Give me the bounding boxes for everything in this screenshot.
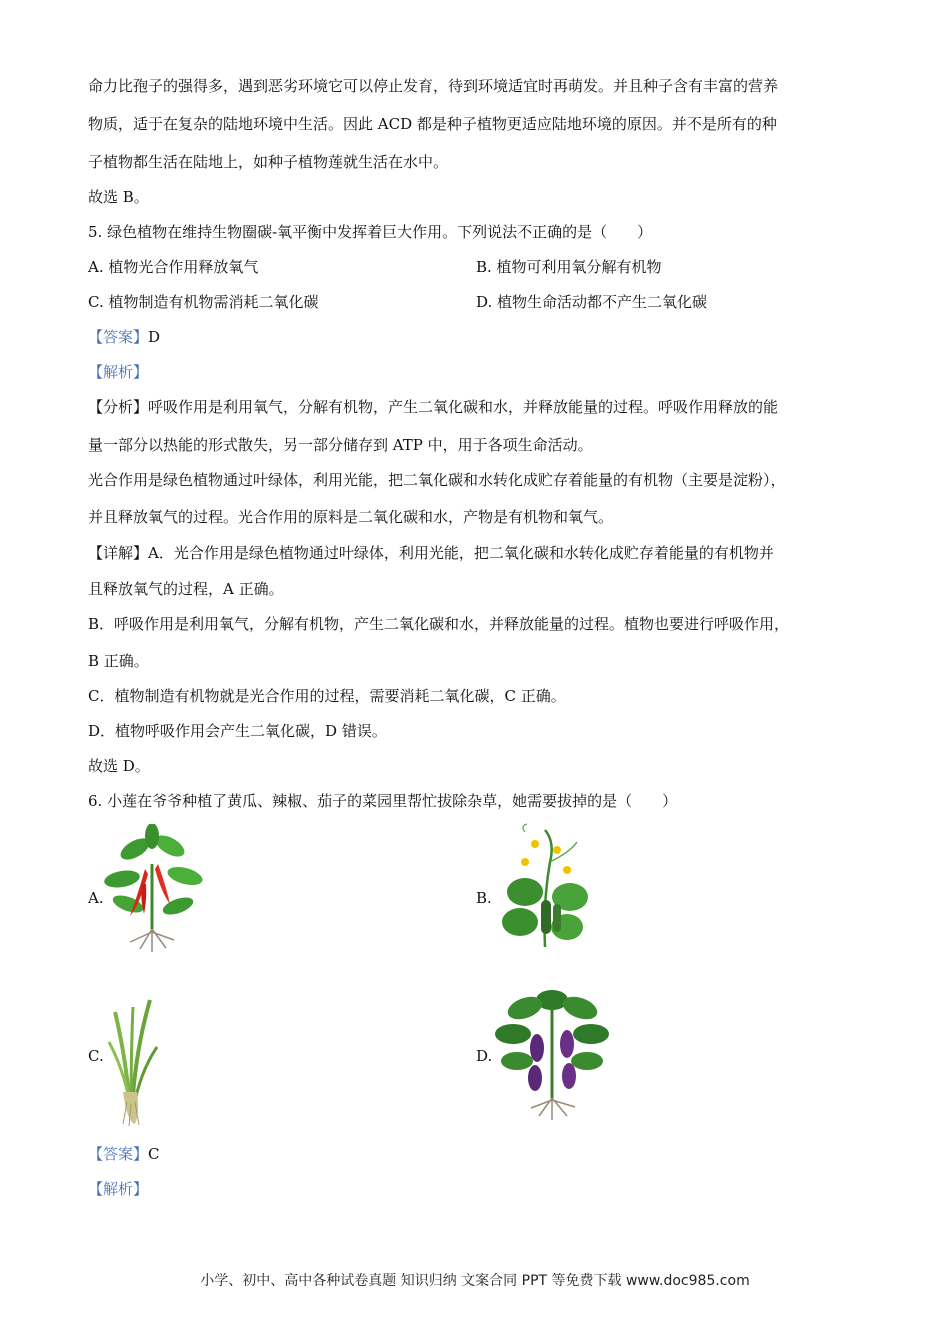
page-footer: 小学、初中、高中各种试卷真题 知识归纳 文案合同 PPT 等免费下载 www.doc985.com [200,1273,750,1289]
q5-fenxi-line-1 [88,397,778,417]
intro-line-1: 命力比孢子的强得多，遇到恶劣环境它可以停止发育，待到环境适宜时再萌发。并且种子含有丰富的营养 [88,77,779,95]
q5-xiangjie-line-5: C．植物制造有机物就是光合作用的过程，需要消耗二氧化碳，C 正确。 [88,687,566,705]
q5-answer-row [88,327,160,347]
q5-xiangjie-line-6: D．植物呼吸作用会产生二氧化碳，D 错误。 [88,722,387,740]
intro-conclusion: 故选 B。 [88,188,149,206]
q6-label-b: B. [476,889,492,907]
answer-tag: 【答案】 [88,328,149,346]
cucumber-plant-icon [495,822,600,954]
pepper-plant-icon [100,824,205,954]
q6-analysis-row [88,1179,148,1199]
analysis-tag: 【解析】 [88,363,149,381]
xiangjie-text: A．光合作用是绿色植物通过叶绿体，利用光能，把二氧化碳和水转化成贮存着能量的有机物并 [148,544,774,562]
q6-label-d: D. [476,1047,493,1065]
intro-line-3: 子植物都生活在陆地上，如种子植物莲就生活在水中。 [88,153,449,171]
fenxi-tag: 【分析】 [88,398,149,416]
intro-line-2: 物质，适于在复杂的陆地环境中生活。因此 ACD 都是种子植物更适应陆地环境的原因。并不是所有的种 [88,115,777,133]
grass-weed-icon [105,992,165,1127]
q5-fenxi-line-4: 并且释放氧气的过程。光合作用的原料是二氧化碳和水，产物是有机物和氧气。 [88,508,614,526]
q5-option-d: D. 植物生命活动都不产生二氧化碳 [476,293,708,311]
q6-answer-row [88,1144,160,1164]
q5-conclusion: 故选 D。 [88,757,150,775]
q5-answer: D [148,328,161,346]
q5-stem: 5. 绿色植物在维持生物圈碳-氧平衡中发挥着巨大作用。下列说法不正确的是（ ） [88,223,653,241]
q5-xiangjie-line-2: 且释放氧气的过程，A 正确。 [88,580,284,598]
fenxi-text: 呼吸作用是利用氧气，分解有机物，产生二氧化碳和水，并释放能量的过程。呼吸作用释放的能 [148,398,779,416]
q5-option-b: B. 植物可利用氧分解有机物 [476,258,662,276]
q6-answer: C [148,1145,160,1163]
q6-label-a: A. [88,889,104,907]
analysis-tag: 【解析】 [88,1180,149,1198]
q5-fenxi-line-3: 光合作用是绿色植物通过叶绿体，利用光能，把二氧化碳和水转化成贮存着能量的有机物（主要是淀粉）， [88,471,786,489]
q5-option-c: C. 植物制造有机物需消耗二氧化碳 [88,293,319,311]
q5-xiangjie-line-1 [88,543,774,563]
eggplant-plant-icon [495,986,610,1121]
q6-label-c: C. [88,1047,104,1065]
q5-option-a: A. 植物光合作用释放氧气 [88,258,259,276]
q5-fenxi-line-2: 量一部分以热能的形式散失，另一部分储存到 ATP 中，用于各项生命活动。 [88,436,593,454]
q5-analysis-row [88,362,148,382]
answer-tag: 【答案】 [88,1145,149,1163]
xiangjie-tag: 【详解】 [88,544,149,562]
q5-xiangjie-line-3: B．呼吸作用是利用氧气，分解有机物，产生二氧化碳和水，并释放能量的过程。植物也要进行呼吸作用， [88,615,790,633]
q6-stem: 6. 小莲在爷爷种植了黄瓜、辣椒、茄子的菜园里帮忙拔除杂草，她需要拔掉的是（ ） [88,792,678,810]
q5-xiangjie-line-4: B 正确。 [88,652,149,670]
